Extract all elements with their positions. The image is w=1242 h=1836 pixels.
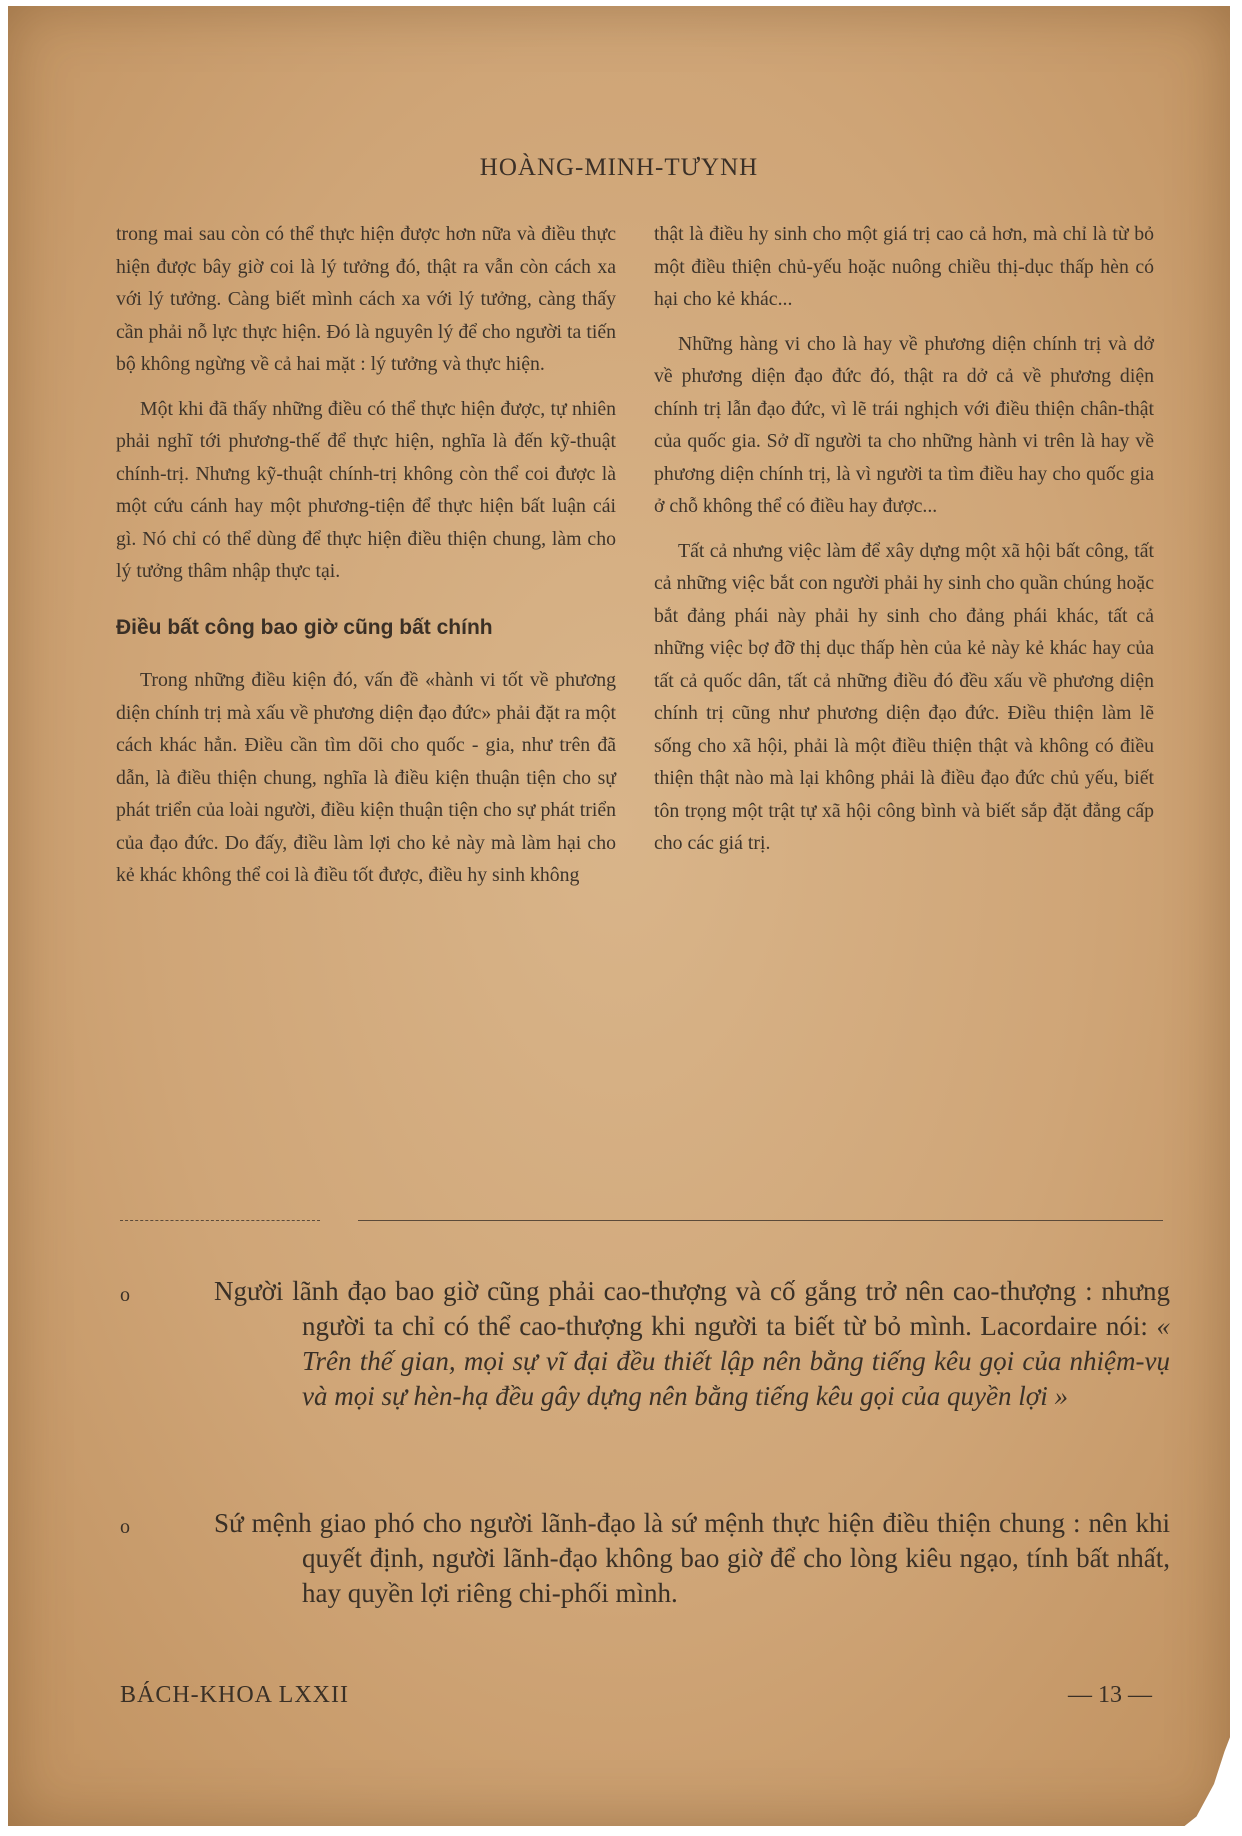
scanned-page xyxy=(8,6,1230,1826)
quote-block-2 xyxy=(120,1506,1170,1611)
page-header: HOÀNG-MINH-TƯYNH xyxy=(479,154,759,181)
footer-publication: BÁCH-KHOA LXXII xyxy=(120,1682,349,1708)
right-paragraph-2: Những hàng vi cho là hay về phương diện chính trị và dở về phương diện đạo đức đó, thật ra dở cả về phương diện chính trị lẫn đạo đức, vì lẽ trái nghịch với điều thiện chân-thật của quốc gia. Sở dĩ người ta cho những hành vi trên là hay về phương diện chính trị, là vì người ta tìm điều hay cho quốc gia ở chỗ không thể có điều hay được... xyxy=(654,332,1154,517)
left-paragraph-3: Trong những điều kiện đó, vấn đề «hành vi tốt về phương diện chính trị mà xấu về phương diện đạo đức» phải đặt ra một cách khác hẳn. Điều cần tìm dõi cho quốc - gia, như trên đã dẫn, là điều thiện chung, nghĩa là điều kiện thuận tiện cho sự phát triển của loài người, điều kiện thuận tiện cho sự phát triển của đạo đức. Do đấy, điều làm lợi cho kẻ này mà làm hại cho kẻ khác không thể coi là điều tốt được, điều hy sinh không xyxy=(116,669,616,886)
section-heading: Điều bất công bao giờ cũng bất chính xyxy=(116,615,493,639)
right-paragraph-3: Tất cả nhưng việc làm để xây dựng một xã hội bất công, tất cả những việc bắt con người phải hy sinh cho quần chúng hoặc bắt đảng phái này phải hy sinh cho đảng phái khác, tất cả những việc bợ đỡ thị dục thấp hèn của kẻ này kẻ khác hay của tất cả quốc dân, tất cả những điều đó đều xấu về phương diện chính trị cũng như phương diện đạo đức. Điều thiện làm lẽ sống cho xã hội, phải là một điều thiện thật và không có điều thiện thật nào mà lại không phải là điều đạo đức chủ yếu, biết tôn trọng một trật tự xã hội công bình và biết sắp đặt đẳng cấp cho các giá trị. xyxy=(654,539,1154,854)
footer-page-number: — 13 — xyxy=(1068,1682,1152,1708)
divider-dashed xyxy=(120,1220,320,1221)
left-paragraph-2: Một khi đã thấy những điều có thể thực hiện được, tự nhiên phải nghĩ tới phương-thế để thực hiện, nghĩa là đến kỹ-thuật chính-trị. Nhưng kỹ-thuật chính-trị không còn thể coi được là một cứu cánh hay một phương-tiện để thực hiện bất luận cái gì. Nó chỉ có thể dùng để thực hiện điều thiện chung, làm cho lý tưởng thâm nhập thực tại. xyxy=(116,397,616,582)
quote-body xyxy=(214,1506,1170,1611)
quote-bullet: o xyxy=(120,1516,130,1538)
quote-body xyxy=(214,1274,1170,1414)
quote-text: Sứ mệnh giao phó cho người lãnh-đạo là sứ mệnh thực hiện điều thiện chung : nên khi quyết định, người lãnh-đạo không bao giờ để cho lòng kiêu ngạo, tính bất nhất, hay quyền lợi riêng chi-phối mình. xyxy=(214,1508,1170,1608)
right-paragraph-1: thật là điều hy sinh cho một giá trị cao cả hơn, mà chỉ là từ bỏ một điều thiện chủ-yếu hoặc nuông chiều thị-dục thấp hèn có hại cho kẻ khác... xyxy=(654,223,1154,310)
right-column xyxy=(654,218,1154,872)
left-column xyxy=(116,218,616,904)
left-paragraph-1: trong mai sau còn có thể thực hiện được hơn nữa và điều thực hiện được bây giờ coi là lý tưởng đó, thật ra vẫn còn cách xa với lý tưởng. Càng biết mình cách xa với lý tưởng, càng thấy cần phải nỗ lực thực hiện. Đó là nguyên lý để cho người ta tiến bộ không ngừng về cả hai mặt : lý tưởng và thực hiện. xyxy=(116,223,616,375)
quote-citation: « Trên thế gian, mọi sự vĩ đại đều thiết lập nên bằng tiếng kêu gọi của nhiệm-vụ và mọi sự hèn-hạ đều gây dựng nên bằng tiếng kêu gọi của quyền lợi » xyxy=(302,1311,1170,1411)
quote-text: Người lãnh đạo bao giờ cũng phải cao-thượng và cố gắng trở nên cao-thượng : nhưng người ta chỉ có thể cao-thượng khi người ta biết từ bỏ mình. Lacordaire nói: xyxy=(214,1276,1170,1341)
quote-bullet: o xyxy=(120,1284,130,1306)
quote-block-1 xyxy=(120,1274,1170,1414)
divider-solid xyxy=(358,1220,1163,1221)
